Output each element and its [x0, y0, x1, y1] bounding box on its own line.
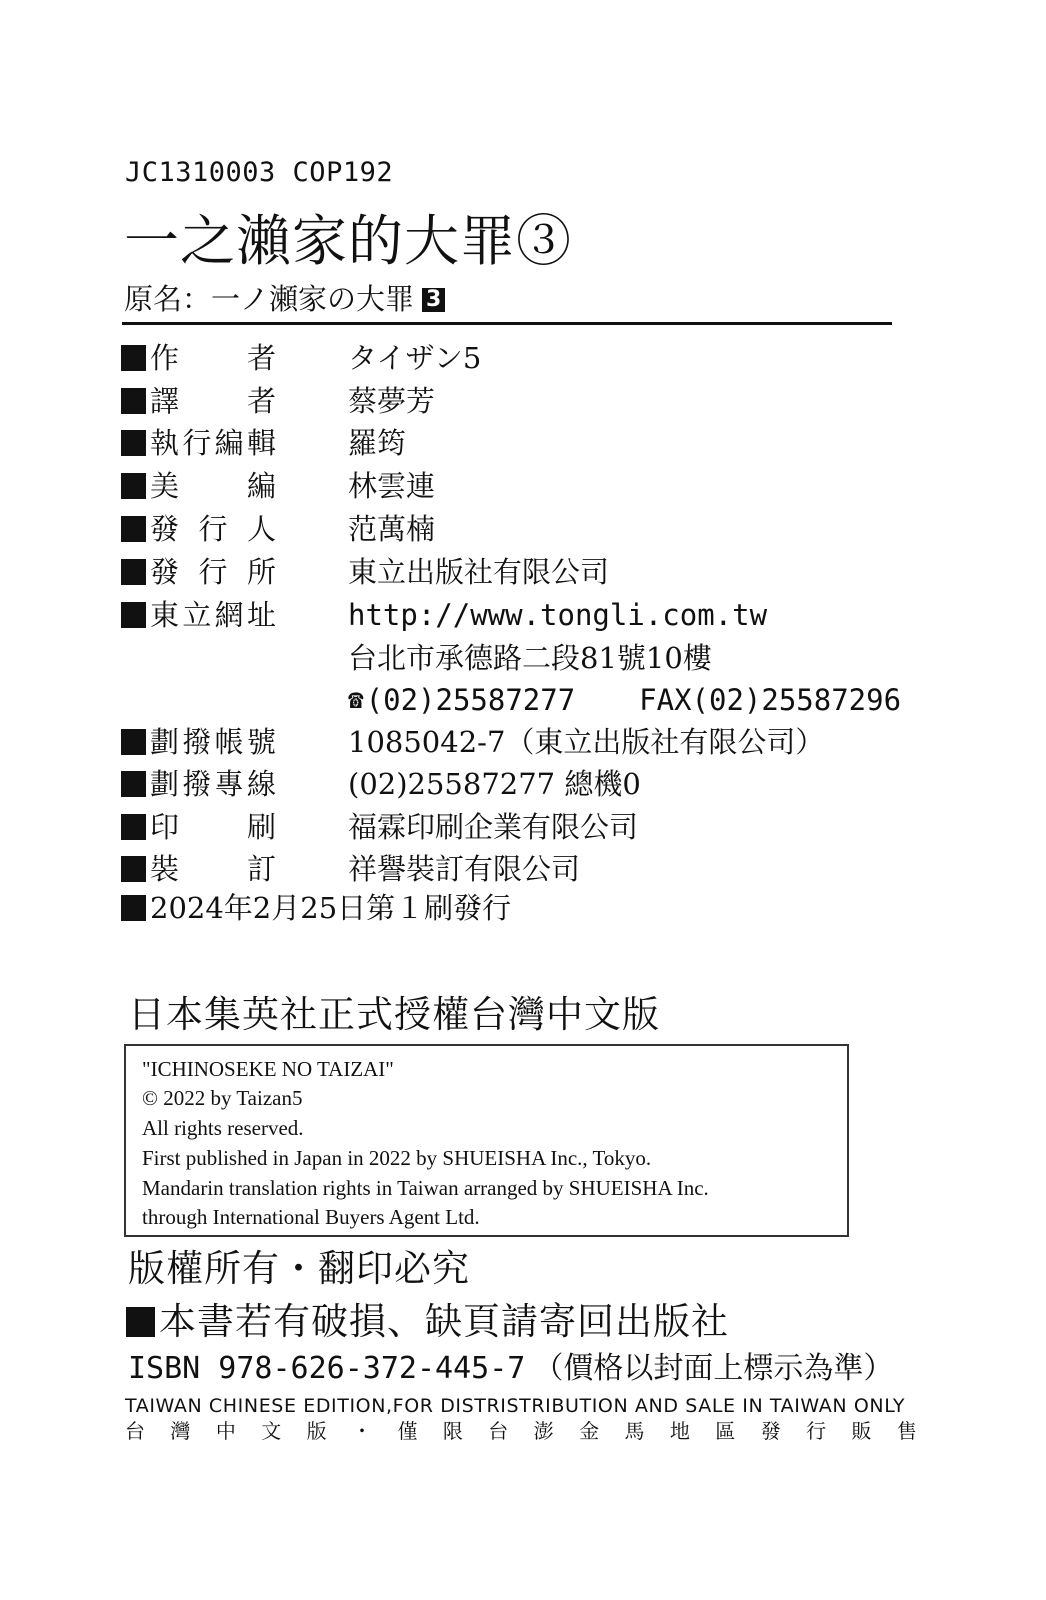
- credit-value-publishing-house: 東立出版社有限公司: [348, 555, 610, 589]
- credit-label-editor: 執行編輯: [121, 425, 276, 461]
- rights-line-first-published: First published in Japan in 2022 by SHUEISHA Inc., Tokyo.: [142, 1146, 652, 1170]
- rights-line-copyright: © 2022 by Taizan5: [142, 1086, 303, 1110]
- credit-label-postal-account: 劃撥帳號: [121, 724, 276, 760]
- edition-char: 售: [896, 1419, 917, 1443]
- credit-value-postal-account: 1085042-7（東立出版社有限公司）: [348, 725, 825, 759]
- edition-char: 台: [125, 1419, 145, 1443]
- bullet-square-icon: [121, 814, 146, 840]
- original-title-label: 原名：一ノ瀬家の大罪: [124, 282, 415, 316]
- credit-label-printer: 印 刷: [121, 809, 276, 845]
- bullet-square-icon: [121, 430, 146, 456]
- edition-char: 僅: [397, 1419, 418, 1443]
- edition-char: 灣: [170, 1419, 191, 1443]
- bullet-square-icon: [126, 1307, 155, 1337]
- print-date: 2024年2月25日第１刷發行: [121, 890, 511, 926]
- edition-char: 販: [851, 1419, 872, 1443]
- isbn-note: （價格以封面上標示為準）: [533, 1351, 894, 1386]
- credit-value-printer: 福霖印刷企業有限公司: [348, 810, 639, 844]
- rights-line-translation: Mandarin translation rights in Taiwan arranged by SHUEISHA Inc.: [142, 1176, 709, 1200]
- edition-char: 中: [215, 1419, 236, 1443]
- bullet-square-icon: [121, 771, 146, 797]
- address-line: 台北市承德路二段81號10樓: [348, 641, 712, 675]
- bullet-square-icon: [121, 602, 146, 628]
- catalog-code: JC1310003 COP192: [125, 157, 394, 188]
- edition-english: TAIWAN CHINESE EDITION,FOR DISTRISTRIBUTION AND SALE IN TAIWAN ONLY: [125, 1395, 906, 1417]
- edition-char: 限: [442, 1419, 463, 1443]
- damage-notice: 本書若有破損、缺頁請寄回出版社: [126, 1300, 729, 1344]
- edition-char: 區: [715, 1419, 736, 1443]
- credit-label-postal-hotline: 劃撥專線: [121, 766, 276, 802]
- header-divider: [122, 322, 892, 325]
- credit-label-translator: 譯 者: [121, 383, 276, 419]
- bullet-square-icon: [121, 516, 146, 542]
- edition-char: ・: [352, 1419, 373, 1443]
- credit-value-translator: 蔡夢芳: [348, 384, 436, 418]
- fax-number: FAX(02)25587296: [639, 683, 902, 717]
- edition-char: 發: [760, 1419, 781, 1443]
- credit-label-binding: 裝 訂: [121, 851, 276, 887]
- credit-label-art-editor: 美 編: [121, 468, 276, 504]
- credit-value-art-editor: 林雲連: [348, 469, 436, 503]
- credit-value-postal-hotline: (02)25587277 總機0: [348, 767, 641, 801]
- rights-line-title: "ICHINOSEKE NO TAIZAI": [142, 1057, 394, 1081]
- telephone-icon: ☎: [348, 685, 364, 715]
- edition-chinese: [125, 1419, 917, 1443]
- book-title: 一之瀨家的大罪③: [124, 209, 573, 273]
- volume-badge: 3: [422, 288, 445, 312]
- edition-char: 版: [306, 1419, 327, 1443]
- credit-value-author: タイザン5: [348, 341, 482, 375]
- bullet-square-icon: [121, 856, 146, 882]
- credit-value-binding: 祥譽裝訂有限公司: [348, 852, 581, 886]
- phone-fax-line: [348, 682, 901, 718]
- rights-line-agent: through International Buyers Agent Ltd.: [142, 1205, 480, 1229]
- credit-label-publisher: 發行人: [121, 511, 276, 547]
- original-title: [124, 281, 445, 317]
- edition-char: 澎: [533, 1419, 554, 1443]
- bullet-square-icon: [121, 895, 146, 921]
- rights-box: [124, 1044, 849, 1237]
- credit-value-editor: 羅筠: [348, 426, 407, 460]
- credit-label-author: 作 者: [121, 340, 276, 376]
- bullet-square-icon: [121, 559, 146, 585]
- license-title: 日本集英社正式授權台灣中文版: [128, 993, 660, 1036]
- edition-char: 台: [488, 1419, 509, 1443]
- credit-label-publishing-house: 發行所: [121, 554, 276, 590]
- bullet-square-icon: [121, 345, 146, 371]
- isbn-number: ISBN 978-626-372-445-7: [128, 1351, 526, 1386]
- website-link[interactable]: http://www.tongli.com.tw: [348, 598, 768, 632]
- bullet-square-icon: [121, 729, 146, 755]
- rights-line-reserved: All rights reserved.: [142, 1116, 304, 1140]
- bullet-square-icon: [121, 388, 146, 414]
- bullet-square-icon: [121, 473, 146, 499]
- copyright-notice: 版權所有・翻印必究: [128, 1247, 470, 1290]
- edition-char: 馬: [624, 1419, 645, 1443]
- edition-char: 金: [579, 1419, 600, 1443]
- isbn-line: [128, 1350, 893, 1388]
- edition-char: 行: [806, 1419, 827, 1443]
- edition-char: 地: [669, 1419, 690, 1443]
- phone-number: (02)25587277: [365, 683, 576, 717]
- credit-label-website: 東立網址: [121, 597, 276, 633]
- edition-char: 文: [261, 1419, 282, 1443]
- credit-value-publisher: 范萬楠: [348, 512, 436, 546]
